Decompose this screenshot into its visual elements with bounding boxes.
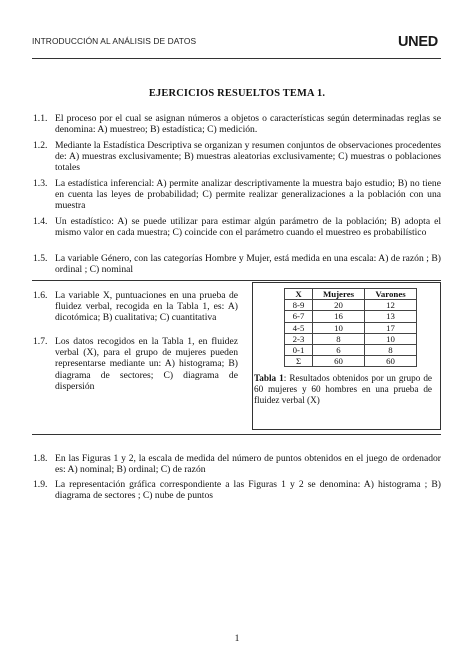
column-header: Varones — [365, 289, 417, 300]
exercise-text: La variable X, puntuaciones en una prueba de fluidez verbal, recogida en la Tabla 1, es: A) dicotómica; B) cualitativa; C) cuantitativa — [55, 290, 238, 324]
table-cell: 16 — [313, 311, 365, 322]
table-1 — [284, 288, 417, 367]
column-header: X — [285, 289, 313, 300]
exercise-number: 1.7. — [33, 336, 48, 347]
section-rule — [32, 434, 441, 435]
uned-logo — [398, 33, 440, 48]
table-cell: 8 — [313, 333, 365, 344]
exercise-number: 1.8. — [33, 453, 48, 464]
exercise-number: 1.4. — [33, 216, 48, 227]
table-row — [285, 356, 417, 367]
table-cell: 2-3 — [285, 333, 313, 344]
header-title: INTRODUCCIÓN AL ANÁLISIS DE DATOS — [32, 36, 197, 46]
table-cell: 6 — [313, 344, 365, 355]
table-row — [285, 300, 417, 311]
table-cell: 13 — [365, 311, 417, 322]
exercise-number: 1.5. — [33, 253, 48, 264]
exercise-number: 1.2. — [33, 140, 48, 151]
table-caption — [254, 373, 432, 406]
caption-label: Tabla 1 — [254, 373, 284, 383]
exercise-number: 1.6. — [33, 290, 48, 301]
table-row — [285, 322, 417, 333]
exercise-text: En las Figuras 1 y 2, la escala de medida del número de puntos obtenidos en el juego de ordenador es: A) nominal; B) ordinal; C) de razón — [55, 453, 441, 476]
column-header: Mujeres — [313, 289, 365, 300]
header-rule — [32, 58, 441, 59]
exercise-number: 1.3. — [33, 178, 48, 189]
exercise-number: 1.9. — [33, 479, 48, 490]
section-rule — [32, 280, 441, 281]
document-title: EJERCICIOS RESUELTOS TEMA 1. — [148, 88, 326, 99]
table-cell: 8-9 — [285, 300, 313, 311]
table-cell: 6-7 — [285, 311, 313, 322]
table-row — [285, 333, 417, 344]
svg-text:UNED: UNED — [398, 34, 438, 48]
table-cell: 4-5 — [285, 322, 313, 333]
table-cell: 20 — [313, 300, 365, 311]
table-cell: Σ — [285, 356, 313, 367]
table-cell: 60 — [365, 356, 417, 367]
table-cell: 12 — [365, 300, 417, 311]
table-cell: 8 — [365, 344, 417, 355]
exercise-number: 1.1. — [33, 113, 48, 124]
exercise-text: Mediante la Estadística Descriptiva se organizan y resumen conjuntos de observaciones procedentes de: A) muestras exclusivamente; B) muestras aleatorias exclusivamente; C) muestras o poblaciones totales — [55, 140, 441, 174]
exercise-text: Un estadístico: A) se puede utilizar para estimar algún parámetro de la población; B) adopta el mismo valor en cada muestra; C) coincide con el parámetro cuando el muestreo es probabilístico — [55, 216, 441, 239]
table-header-row — [285, 289, 417, 300]
table-cell: 10 — [365, 333, 417, 344]
table-row — [285, 311, 417, 322]
uned-logo-mark — [398, 33, 440, 48]
table-1-box — [252, 282, 441, 430]
table-cell: 60 — [313, 356, 365, 367]
exercise-text: La variable Género, con las categorías Hombre y Mujer, está medida en una escala: A) de razón ; B) ordinal ; C) nominal — [55, 253, 441, 276]
exercise-text: La estadística inferencial: A) permite analizar descriptivamente la muestra bajo estudio; B) no tiene en cuenta las leyes de probabilidad; C) permite realizar generalizaciones a la población con una muestra — [55, 178, 441, 212]
page-number: 1 — [234, 633, 240, 644]
caption-text: : Resultados obtenidos por un grupo de 60 mujeres y 60 hombres en una prueba de fluidez verbal (X) — [254, 373, 432, 405]
table-cell: 0-1 — [285, 344, 313, 355]
exercise-text: El proceso por el cual se asignan números a objetos o características según determinadas reglas se denomina: A) muestreo; B) estadística; C) medición. — [55, 113, 441, 136]
table-cell: 17 — [365, 322, 417, 333]
exercise-text: La representación gráfica correspondiente a las Figuras 1 y 2 se denomina: A) histograma ; B) diagrama de sectores ; C) nube de puntos — [55, 479, 441, 502]
table-cell: 10 — [313, 322, 365, 333]
table-row — [285, 344, 417, 355]
exercise-text: Los datos recogidos en la Tabla 1, en fluidez verbal (X), para el grupo de mujeres pueden representarse mediante un: A) histograma; B) diagrama de sectores; C) diagrama de dispersión — [55, 336, 238, 392]
